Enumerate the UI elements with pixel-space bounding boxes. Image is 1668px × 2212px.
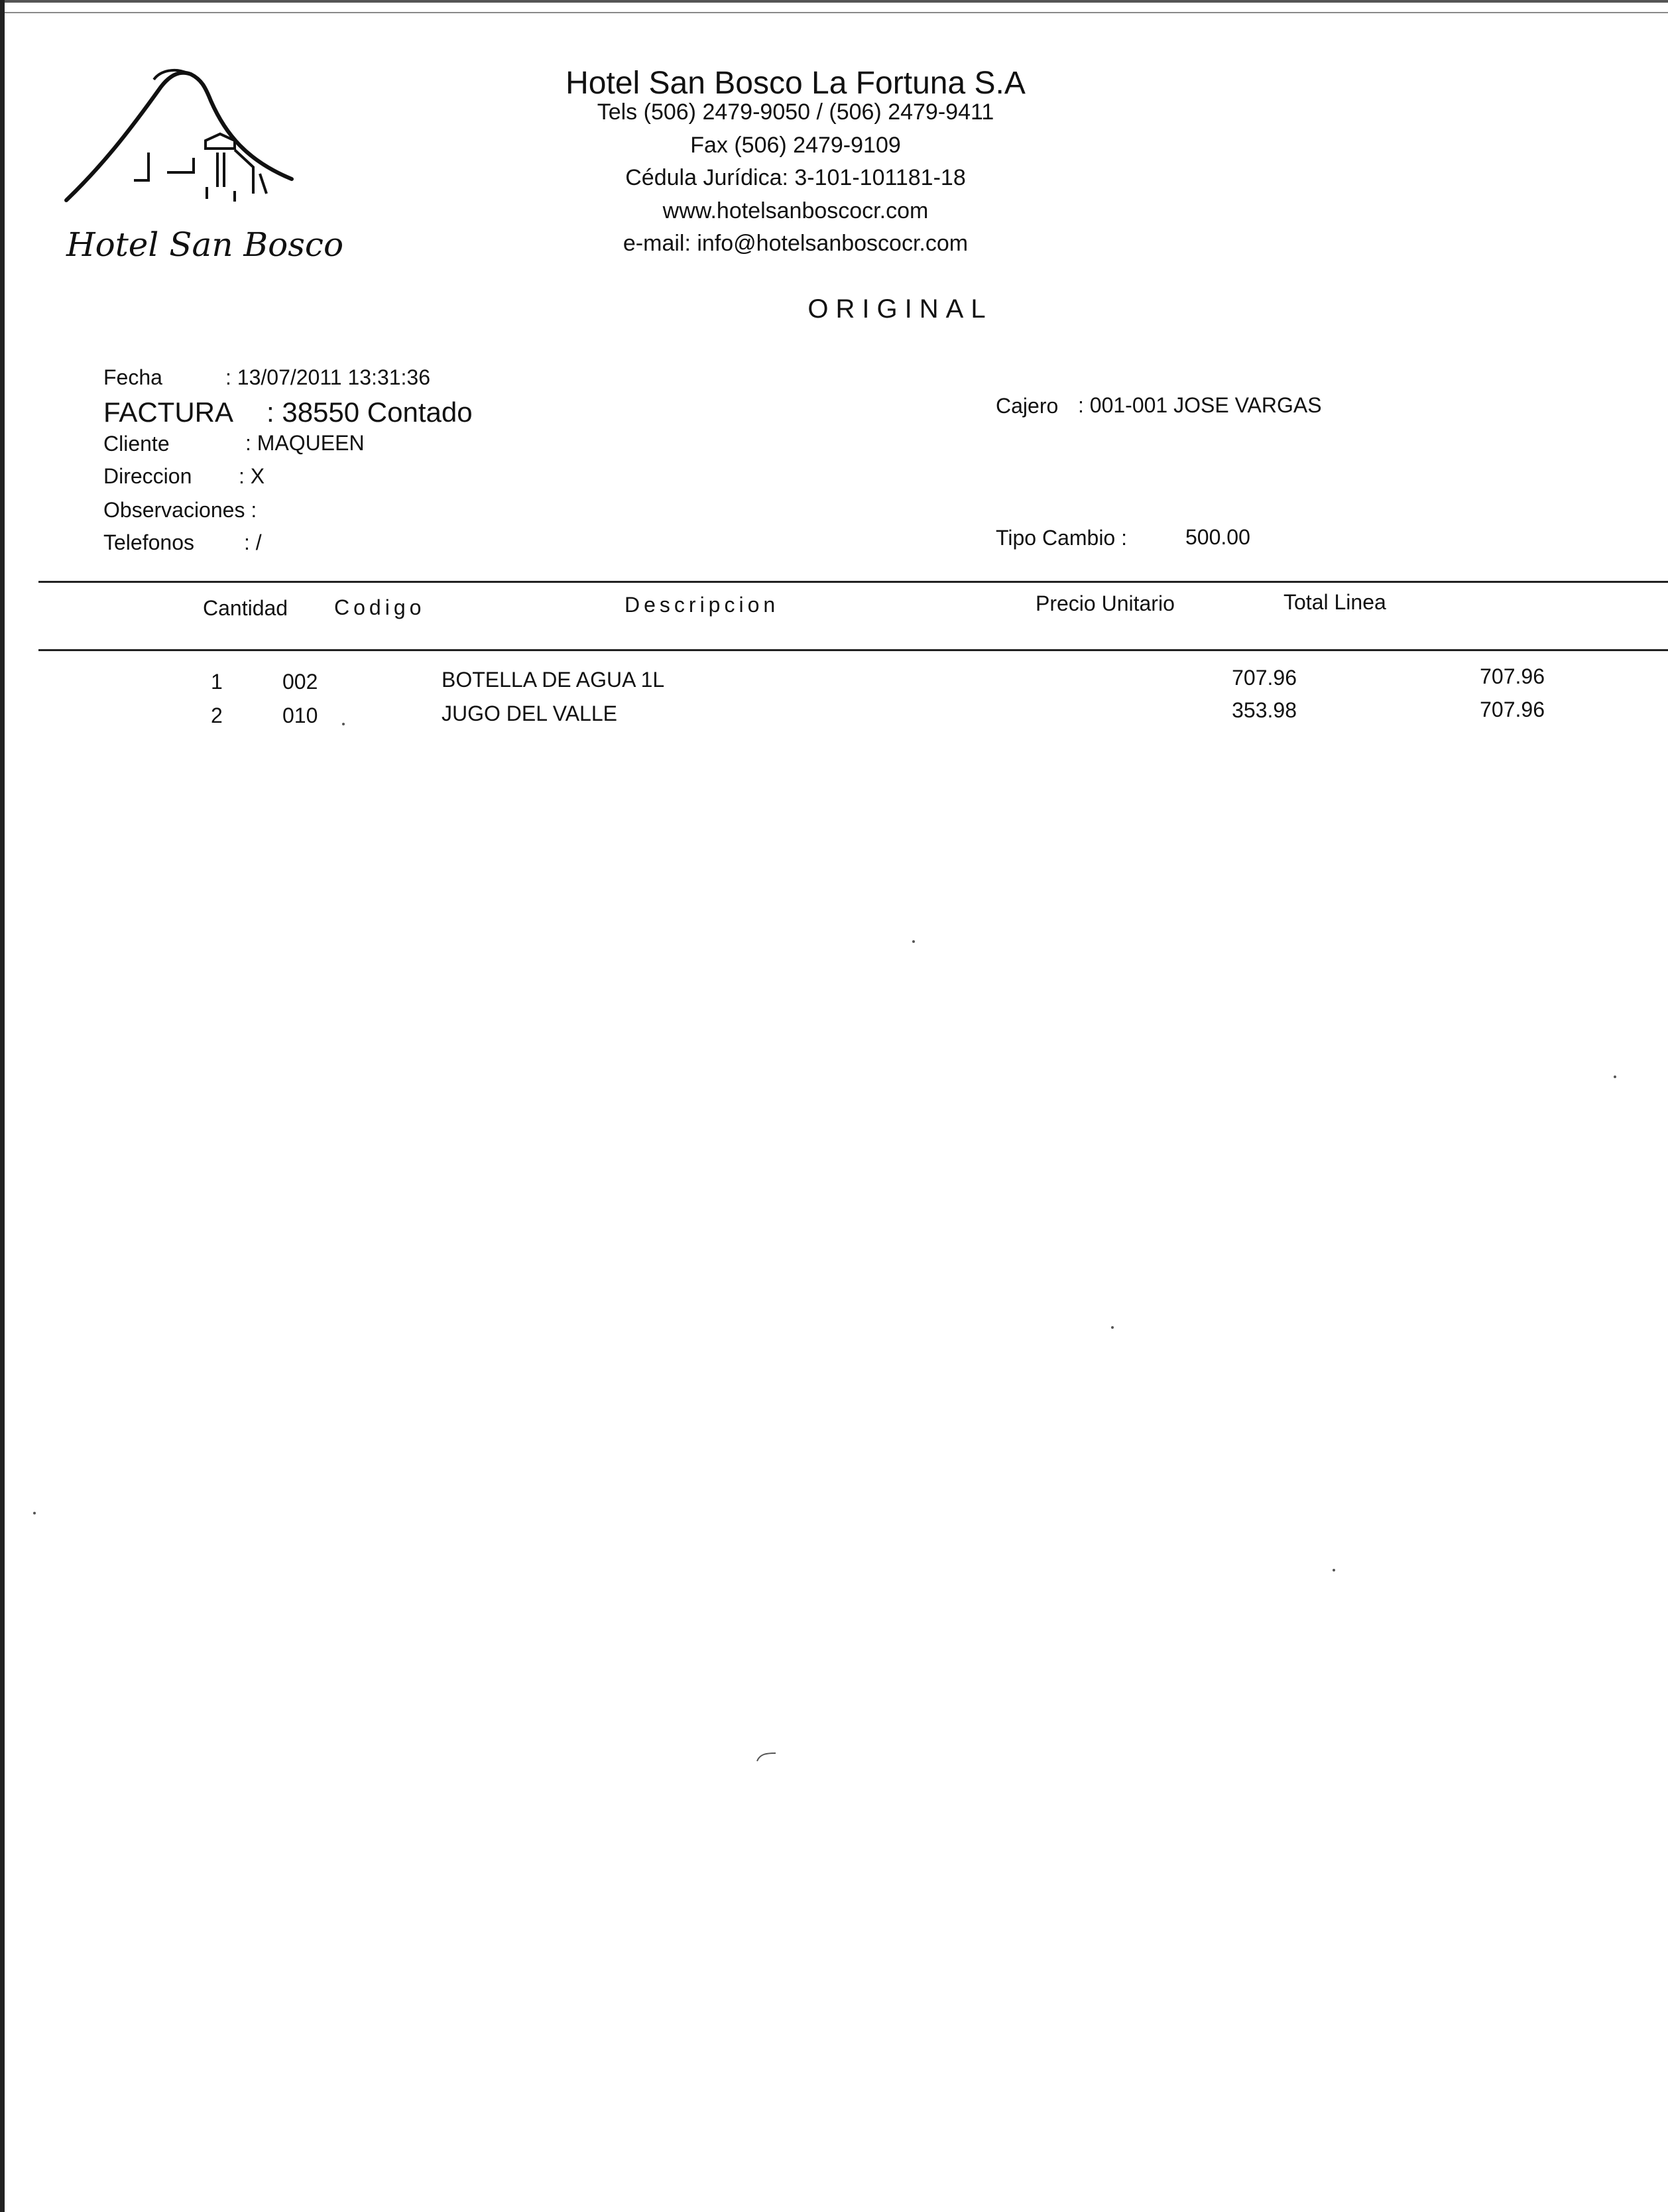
telefonos-value: : / — [244, 530, 262, 554]
copy-label: ORIGINAL — [807, 294, 993, 324]
cajero-label: Cajero — [996, 394, 1059, 418]
row-2-descripcion: JUGO DEL VALLE — [442, 702, 617, 725]
tipo-cambio-value: 500.00 — [1185, 525, 1250, 549]
scan-left-edge — [0, 0, 5, 2212]
factura-label: FACTURA — [103, 397, 234, 428]
company-cedula: Cédula Jurídica: 3-101-101181-18 — [625, 165, 966, 190]
company-fax: Fax (506) 2479-9109 — [690, 133, 901, 158]
scan-top-edge — [0, 0, 1668, 3]
company-website: www.hotelsanboscocr.com — [662, 198, 929, 223]
cajero-value: : 001-001 JOSE VARGAS — [1078, 393, 1322, 417]
scan-mark — [756, 1751, 782, 1764]
tipo-cambio-label: Tipo Cambio : — [996, 526, 1127, 550]
cliente-value: : MAQUEEN — [245, 431, 365, 455]
scan-speck — [912, 940, 915, 943]
row-2-cantidad: 2 — [211, 704, 223, 727]
row-1-cantidad: 1 — [211, 670, 223, 694]
direccion-value: : X — [239, 464, 265, 488]
company-email: e-mail: info@hotelsanboscocr.com — [623, 231, 969, 256]
row-2-total: 707.96 — [1480, 698, 1545, 721]
company-phones: Tels (506) 2479-9050 / (506) 2479-9411 — [597, 99, 994, 125]
fecha-value: : 13/07/2011 13:31:36 — [225, 365, 431, 389]
scan-speck — [1614, 1075, 1616, 1078]
fecha-label: Fecha — [103, 365, 162, 389]
row-1-total: 707.96 — [1480, 664, 1545, 688]
table-header-rule — [38, 649, 1668, 651]
row-2-codigo: 010 — [282, 704, 318, 727]
scan-speck — [1333, 1569, 1335, 1571]
company-name: Hotel San Bosco La Fortuna S.A — [566, 66, 1026, 101]
header-total-linea: Total Linea — [1283, 590, 1386, 614]
header-descripcion: Descripcion — [625, 593, 780, 617]
scan-speck — [33, 1512, 36, 1514]
header-precio-unitario: Precio Unitario — [1036, 591, 1175, 615]
cliente-label: Cliente — [103, 432, 170, 456]
observaciones-label: Observaciones : — [103, 498, 257, 522]
scan-speck — [342, 723, 345, 725]
factura-value: : 38550 Contado — [267, 397, 473, 428]
table-top-rule — [38, 581, 1668, 583]
row-1-descripcion: BOTELLA DE AGUA 1L — [442, 668, 665, 692]
direccion-label: Direccion — [103, 464, 192, 488]
scan-top-line — [0, 12, 1668, 13]
logo-text: Hotel San Bosco — [66, 225, 344, 264]
telefonos-label: Telefonos — [103, 530, 194, 554]
scan-speck — [1111, 1326, 1114, 1329]
row-1-codigo: 002 — [282, 670, 318, 694]
row-1-precio: 707.96 — [1232, 666, 1297, 690]
header-cantidad: Cantidad — [203, 596, 288, 620]
header-codigo: Codigo — [334, 595, 426, 619]
row-2-precio: 353.98 — [1232, 698, 1297, 722]
